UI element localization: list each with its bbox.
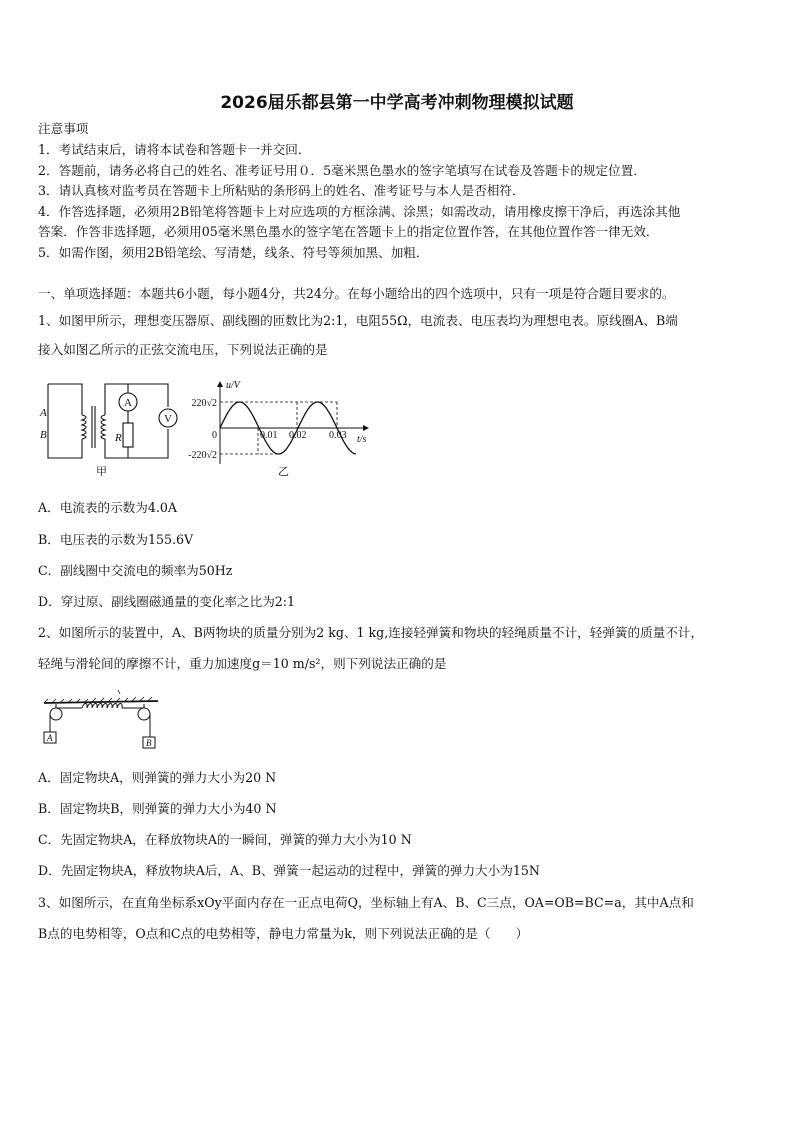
option-d: D．先固定物块A，释放物块A后，A、B、弹簧一起运动的过程中，弹簧的弹力大小为15N (38, 863, 540, 878)
terminal-b-label: B (40, 429, 47, 441)
question-2-text: 2、如图所示的装置中，A、B两物块的质量分别为2 kg、1 kg,连接轻弹簧和物块的轻绳质量不计，轻弹簧的质量不计， (38, 625, 704, 640)
notice-item: 4．作答选择题，必须用2B铅笔将答题卡上对应选项的方框涂满、涂黑；如需改动，请用橡皮擦干净后，再选涂其他 (38, 204, 681, 219)
notice-item: 2．答题前，请务必将自己的姓名、准考证号用０．5毫米黑色墨水的签字笔填写在试卷及答题卡的规定位置． (38, 163, 646, 178)
y-axis-label: u/V (226, 380, 240, 391)
block-a-label: A (47, 733, 53, 743)
pulley-spring-diagram (38, 684, 168, 754)
question-2-text: 轻绳与滑轮间的摩擦不计，重力加速度g＝10 m/s²，则下列说法正确的是 (38, 656, 447, 671)
y-max-label: 220√2 (191, 398, 217, 409)
voltmeter-label: V (164, 413, 172, 425)
question-3-text: B点的电势相等，O点和C点的电势相等，静电力常量为k，则下列说法正确的是（ ） (38, 926, 529, 941)
question-1-text: 1、如图甲所示，理想变压器原、副线圈的匝数比为2:1，电阻55Ω，电流表、电压表均为理想电表。原线圈A、B端 (38, 313, 678, 328)
option-c: C．副线圈中交流电的频率为50Hz (38, 563, 233, 578)
option-d: D．穿过原、副线圈磁通量的变化率之比为2:1 (38, 594, 296, 609)
option-b: B．固定物块B，则弹簧的弹力大小为40 N (38, 801, 277, 816)
ammeter-label: A (124, 397, 132, 409)
section-heading: 一、单项选择题：本题共6小题，每小题4分，共24分。在每小题给出的四个选项中，只有一项是符合题目要求的。 (38, 286, 675, 301)
option-b: B．电压表的示数为155.6V (38, 532, 194, 547)
option-a: A．电流表的示数为4.0A (38, 500, 177, 515)
figure-caption-jia: 甲 (96, 466, 107, 476)
transformer-circuit-diagram (36, 376, 186, 476)
resistor-label: R (115, 432, 122, 444)
x-tick-label: 0.03 (329, 430, 347, 441)
block-b-label: B (146, 738, 152, 748)
origin-label: 0 (212, 430, 217, 441)
y-min-label: -220√2 (188, 450, 217, 461)
page-title: 2026届乐都县第一中学高考冲刺物理模拟试题 (220, 93, 574, 113)
notice-heading: 注意事项 (38, 121, 89, 136)
figure-caption-yi: 乙 (278, 466, 289, 476)
option-c: C．先固定物块A，在释放物块A的一瞬间，弹簧的弹力大小为10 N (38, 832, 412, 847)
x-tick-label: 0.02 (289, 430, 307, 441)
question-3-text: 3、如图所示，在直角坐标系xOy平面内存在一正点电荷Q，坐标轴上有A、B、C三点，OA=OB=BC=a，其中A点和 (38, 895, 694, 910)
question-1-text: 接入如图乙所示的正弦交流电压，下列说法正确的是 (38, 342, 328, 357)
terminal-a-label: A (40, 407, 47, 419)
notice-item: 1．考试结束后，请将本试卷和答题卡一并交回． (38, 142, 311, 157)
voltage-waveform-graph (182, 376, 372, 476)
x-tick-label: 0.01 (260, 430, 278, 441)
notice-item: 答案．作答非选择题，必须用05毫米黑色墨水的签字笔在答题卡上的指定位置作答，在其他位置作答一律无效． (38, 224, 659, 239)
notice-item: 3．请认真核对监考员在答题卡上所粘贴的条形码上的姓名、准考证号与本人是否相符． (38, 183, 525, 198)
notice-item: 5．如需作图，须用2B铅笔绘、写清楚，线条、符号等须加黑、加粗． (38, 245, 429, 260)
option-a: A．固定物块A，则弹簧的弹力大小为20 N (38, 770, 277, 785)
x-axis-label: t/s (357, 434, 367, 445)
